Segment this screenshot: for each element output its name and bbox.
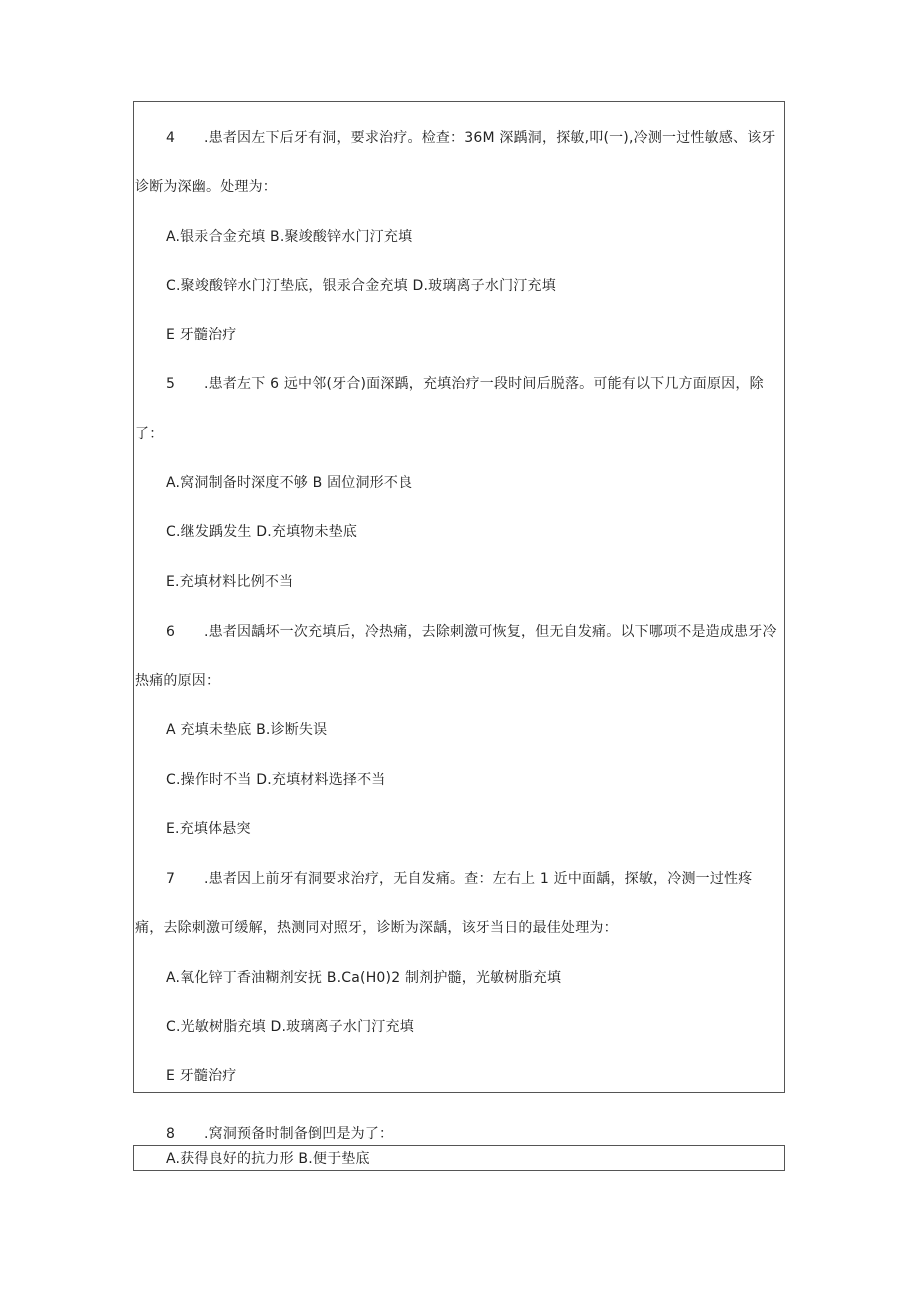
question-6-stem-cont: 热痛的原因：	[135, 673, 221, 689]
question-8-option-ab: A.获得良好的抗力形 B.便于垫底	[166, 1151, 370, 1167]
question-7-option-cd: C.光敏树脂充填 D.玻璃离子水门汀充填	[166, 1019, 414, 1035]
question-number: 7	[166, 871, 176, 887]
question-4-stem: 4 .患者因左下后牙有洞，要求治疗。检查：36M 深踽洞，探敏,叩(一),冷测一过性敏感、该牙	[166, 130, 776, 146]
question-4-option-cd: C.聚竣酸锌水门汀垫底，银汞合金充填 D.玻璃离子水门汀充填	[166, 278, 556, 294]
question-5-stem: 5 .患者左下 6 远中邻(牙合)面深踽，充填治疗一段时间后脱落。可能有以下几方面原因，除	[166, 376, 764, 392]
question-5-option-ab: A.窝洞制备时深度不够 B 固位洞形不良	[166, 475, 413, 491]
question-number: 6	[166, 624, 176, 640]
question-number: 8	[166, 1126, 176, 1142]
question-number: 5	[166, 376, 176, 392]
question-number: 4	[166, 130, 176, 146]
question-6-option-ab: A 充填未垫底 B.诊断失误	[166, 722, 328, 738]
question-5-stem-cont: 了：	[135, 426, 164, 442]
question-7-option-e: E 牙髓治疗	[166, 1068, 237, 1084]
question-6-stem: 6 .患者因龋坏一次充填后，冷热痛，去除刺激可恢复，但无自发痛。以下哪项不是造成患牙冷	[166, 624, 777, 640]
question-4-option-ab: A.银汞合金充填 B.聚竣酸锌水门汀充填	[166, 229, 413, 245]
question-8-stem: 8 .窝洞预备时制备倒凹是为了：	[166, 1126, 394, 1142]
question-7-stem: 7 .患者因上前牙有洞要求治疗，无自发痛。查：左右上 1 近中面龋，探敏，冷测一过性疼	[166, 871, 753, 887]
question-5-option-cd: C.继发踽发生 D.充填物未垫底	[166, 524, 358, 540]
question-5-option-e: E.充填材料比例不当	[166, 574, 294, 590]
question-7-option-ab: A.氧化锌丁香油糊剂安抚 B.Ca(H0)2 制剂护髓，光敏树脂充填	[166, 970, 562, 986]
question-4-option-e: E 牙髓治疗	[166, 327, 237, 343]
question-6-option-cd: C.操作时不当 D.充填材料选择不当	[166, 772, 386, 788]
question-6-option-e: E.充填体悬突	[166, 821, 251, 837]
question-7-stem-cont: 痛，去除刺激可缓解，热测同对照牙，诊断为深龋，该牙当日的最佳处理为：	[135, 920, 618, 936]
question-4-stem-cont: 诊断为深幽。处理为：	[135, 179, 277, 195]
question-table-box	[133, 101, 785, 1093]
